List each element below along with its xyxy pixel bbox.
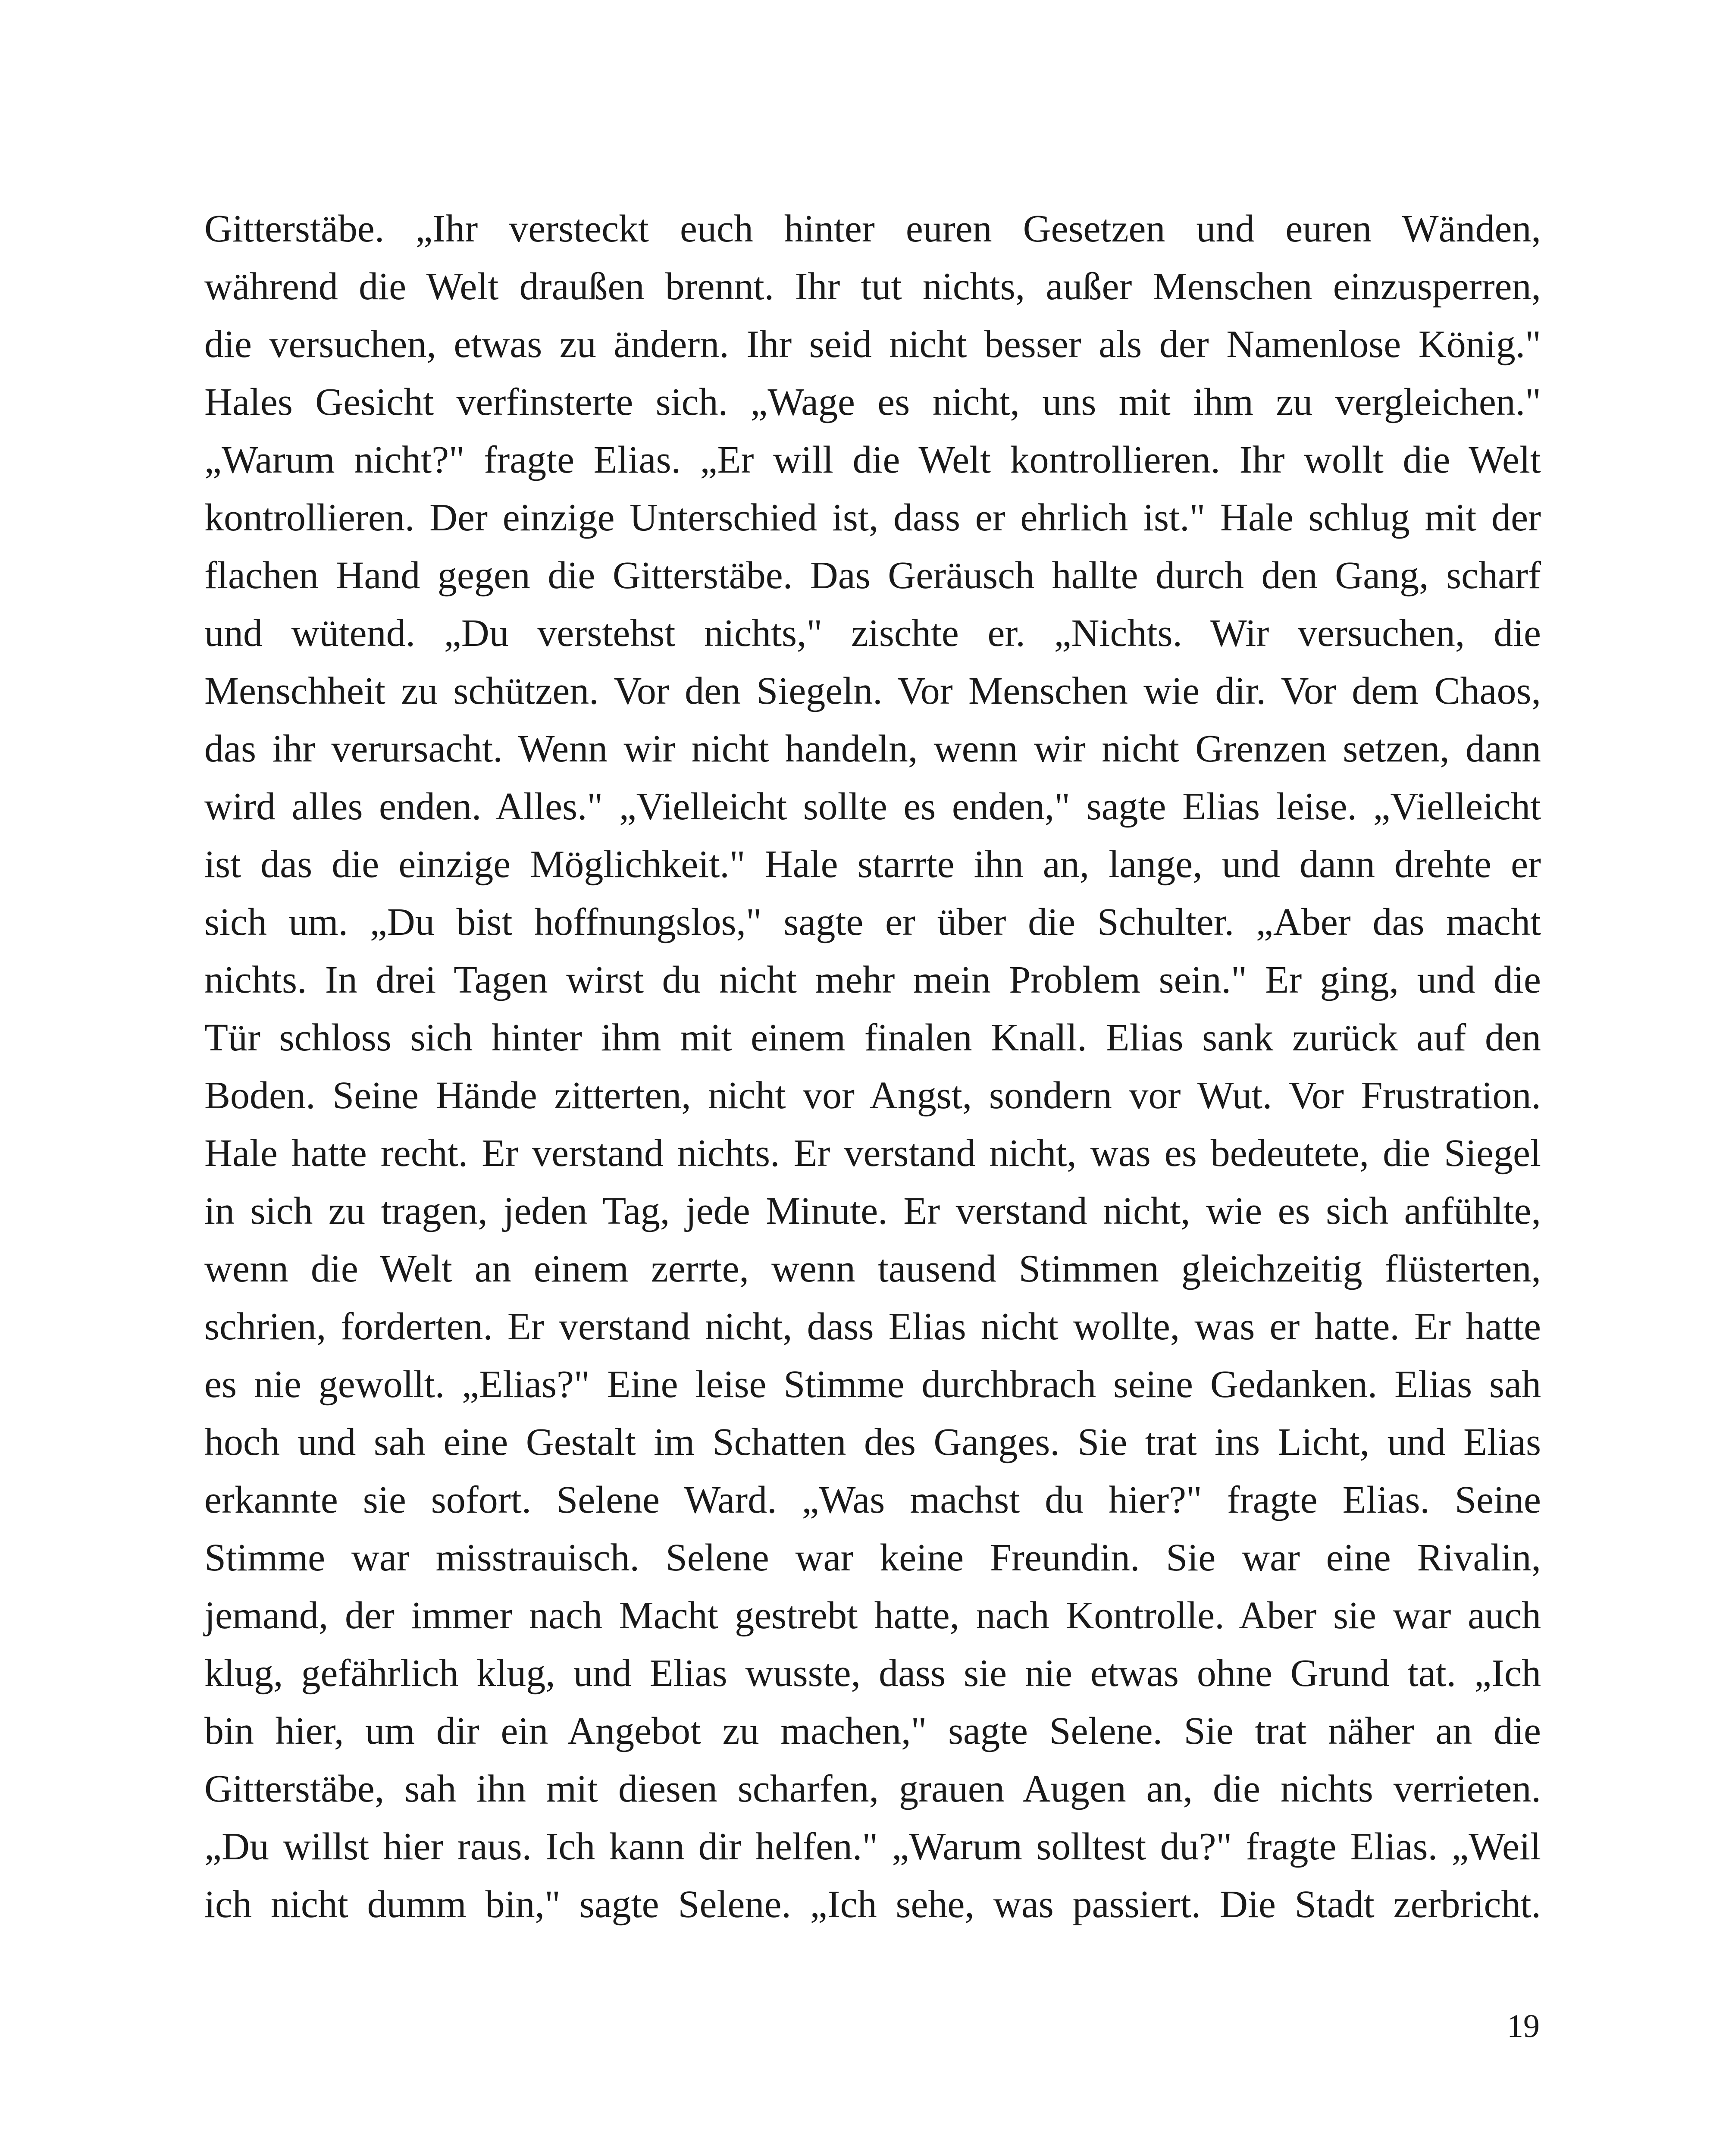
text-line: hoch und sah eine Gestalt im Schatten des Ganges. Sie trat ins Licht, und Elias: [204, 1421, 1541, 1463]
text-line: die versuchen, etwas zu ändern. Ihr seid nicht besser als der Namenlose König.": [204, 323, 1541, 366]
text-line: das ihr verursacht. Wenn wir nicht handeln, wenn wir nicht Grenzen setzen, dann: [204, 727, 1541, 770]
text-line: wenn die Welt an einem zerrte, wenn tausend Stimmen gleichzeitig flüsterten,: [204, 1247, 1541, 1290]
text-line: schrien, forderten. Er verstand nicht, dass Elias nicht wollte, was er hatte. Er hatte: [204, 1305, 1541, 1348]
text-line: Gitterstäbe, sah ihn mit diesen scharfen, grauen Augen an, die nichts verrieten.: [204, 1767, 1541, 1810]
text-line: Boden. Seine Hände zitterten, nicht vor Angst, sondern vor Wut. Vor Frustration.: [204, 1074, 1541, 1117]
text-line: während die Welt draußen brennt. Ihr tut nichts, außer Menschen einzusperren,: [204, 265, 1541, 308]
text-line: Stimme war misstrauisch. Selene war keine Freundin. Sie war eine Rivalin,: [204, 1536, 1541, 1579]
body-text: [204, 200, 1541, 1934]
text-line: flachen Hand gegen die Gitterstäbe. Das Geräusch hallte durch den Gang, scharf: [204, 554, 1541, 597]
text-line: Menschheit zu schützen. Vor den Siegeln. Vor Menschen wie dir. Vor dem Chaos,: [204, 670, 1541, 712]
text-line: „Du willst hier raus. Ich kann dir helfen." „Warum solltest du?" fragte Elias. „Weil: [204, 1825, 1541, 1868]
text-line: sich um. „Du bist hoffnungslos," sagte er über die Schulter. „Aber das macht: [204, 901, 1541, 943]
text-line: wird alles enden. Alles." „Vielleicht sollte es enden," sagte Elias leise. „Vielleicht: [204, 785, 1541, 828]
text-line: es nie gewollt. „Elias?" Eine leise Stimme durchbrach seine Gedanken. Elias sah: [204, 1363, 1541, 1406]
text-line: „Warum nicht?" fragte Elias. „Er will die Welt kontrollieren. Ihr wollt die Welt: [204, 439, 1541, 481]
text-line: ich nicht dumm bin," sagte Selene. „Ich sehe, was passiert. Die Stadt zerbricht.: [204, 1883, 1541, 1926]
text-line: Hales Gesicht verfinsterte sich. „Wage es nicht, uns mit ihm zu vergleichen.": [204, 381, 1541, 423]
text-line: Gitterstäbe. „Ihr versteckt euch hinter euren Gesetzen und euren Wänden,: [204, 207, 1541, 250]
text-line: in sich zu tragen, jeden Tag, jede Minute. Er verstand nicht, wie es sich anfühlte,: [204, 1190, 1541, 1232]
text-line: und wütend. „Du verstehst nichts," zischte er. „Nichts. Wir versuchen, die: [204, 612, 1541, 655]
text-line: Hale hatte recht. Er verstand nichts. Er verstand nicht, was es bedeutete, die Siegel: [204, 1132, 1541, 1175]
text-line: Tür schloss sich hinter ihm mit einem finalen Knall. Elias sank zurück auf den: [204, 1016, 1541, 1059]
text-line: erkannte sie sofort. Selene Ward. „Was machst du hier?" fragte Elias. Seine: [204, 1479, 1541, 1521]
text-line: jemand, der immer nach Macht gestrebt hatte, nach Kontrolle. Aber sie war auch: [204, 1594, 1541, 1637]
page-number: 19: [1507, 2008, 1540, 2044]
text-line: bin hier, um dir ein Angebot zu machen," sagte Selene. Sie trat näher an die: [204, 1710, 1541, 1752]
text-line: kontrollieren. Der einzige Unterschied ist, dass er ehrlich ist." Hale schlug mit der: [204, 496, 1541, 539]
text-line: nichts. In drei Tagen wirst du nicht mehr mein Problem sein." Er ging, und die: [204, 959, 1541, 1001]
text-line: klug, gefährlich klug, und Elias wusste, dass sie nie etwas ohne Grund tat. „Ich: [204, 1652, 1541, 1695]
text-line: ist das die einzige Möglichkeit." Hale starrte ihn an, lange, und dann drehte er: [204, 843, 1541, 886]
